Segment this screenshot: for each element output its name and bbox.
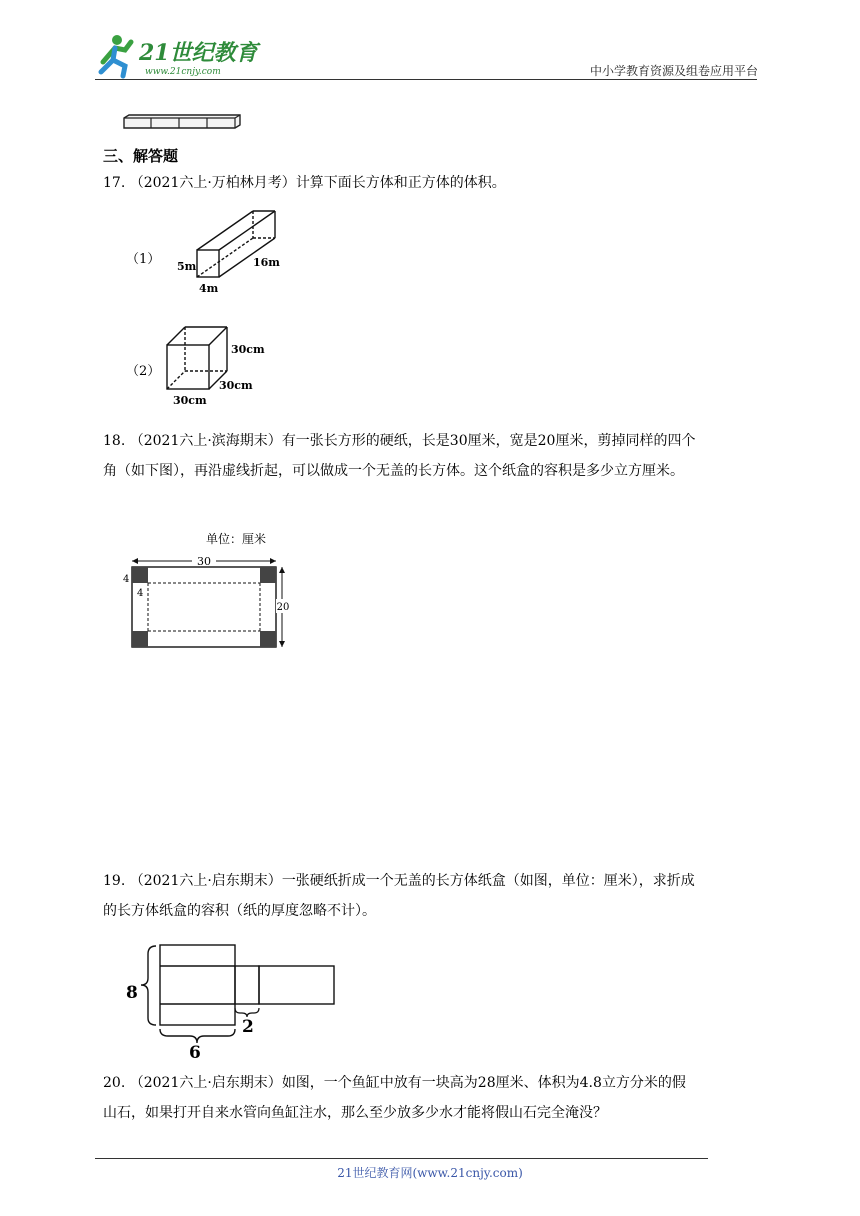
question-number: 17. bbox=[103, 175, 126, 191]
dim-height: 5m bbox=[177, 260, 197, 273]
question-line-2: 角（如下图），再沿虚线折起，可以做成一个无盖的长方体。这个纸盒的容积是多少立方厘米。 bbox=[103, 463, 684, 479]
logo-text: 21世纪教育 bbox=[139, 40, 258, 66]
cube-figure bbox=[163, 323, 273, 415]
question-20 bbox=[103, 1068, 763, 1128]
header-slogan: 中小学教育资源及组卷应用平台 bbox=[589, 64, 758, 78]
dim-width: 30cm bbox=[173, 394, 207, 407]
depth-label: 2 bbox=[242, 1017, 254, 1037]
question-17 bbox=[103, 168, 763, 198]
width-label: 6 bbox=[189, 1043, 201, 1063]
question-source: （2021六上·启东期末） bbox=[129, 1075, 282, 1091]
question-source: （2021六上·万柏林月考） bbox=[129, 175, 296, 191]
dim-length: 16m bbox=[253, 256, 280, 269]
header-divider bbox=[95, 79, 757, 80]
question-text: 计算下面长方体和正方体的体积。 bbox=[295, 175, 506, 191]
footer-text: 21世纪教育网(www.21cnjy.com) bbox=[337, 1166, 523, 1180]
box-net-figure bbox=[122, 940, 342, 1066]
question-line-1 bbox=[103, 866, 763, 896]
sub-question-label: （1） bbox=[126, 252, 161, 267]
question-line-1 bbox=[103, 426, 763, 456]
question-source: （2021六上·启东期末） bbox=[129, 873, 282, 889]
question-text: 一张硬纸折成一个无盖的长方体纸盒（如图，单位：厘米），求折成 bbox=[281, 873, 695, 889]
unit-label: 单位：厘米 bbox=[206, 532, 267, 546]
question-number: 19. bbox=[103, 873, 126, 889]
cuboid-figure bbox=[175, 207, 295, 303]
strip-figure bbox=[123, 113, 241, 126]
corner-label: 4 bbox=[123, 574, 130, 585]
question-text: 如图，一个鱼缸中放有一块高为28厘米、体积为4.8立方分米的假 bbox=[281, 1075, 686, 1091]
question-line-2: 的长方体纸盒的容积（纸的厚度忽略不计）。 bbox=[103, 903, 376, 919]
question-source: （2021六上·滨海期末） bbox=[129, 433, 282, 449]
section-title: 三、解答题 bbox=[103, 147, 179, 165]
question-line-1 bbox=[103, 1068, 763, 1098]
dim-depth: 30cm bbox=[219, 379, 253, 392]
width-label: 20 bbox=[276, 602, 290, 613]
question-number: 20. bbox=[103, 1075, 126, 1091]
runner-icon bbox=[101, 35, 131, 76]
question-line-2: 山石，如果打开自来水管向鱼缸注水，那么至少放多少水才能将假山石完全淹没？ bbox=[103, 1105, 607, 1121]
corner-label-inner: 4 bbox=[137, 588, 144, 599]
question-19 bbox=[103, 866, 763, 926]
dim-height: 30cm bbox=[231, 343, 265, 356]
dim-width: 4m bbox=[199, 282, 219, 295]
footer-divider bbox=[95, 1158, 708, 1159]
height-label: 8 bbox=[126, 983, 138, 1003]
logo-url: www.21cnjy.com bbox=[145, 67, 221, 77]
question-18 bbox=[103, 426, 763, 486]
length-label: 30 bbox=[197, 555, 211, 568]
question-number: 18. bbox=[103, 433, 126, 449]
paper-cut-figure bbox=[118, 527, 288, 657]
question-text: 有一张长方形的硬纸，长是30厘米，宽是20厘米，剪掉同样的四个 bbox=[281, 433, 696, 449]
site-logo bbox=[95, 32, 265, 82]
sub-question-label: （2） bbox=[126, 364, 161, 379]
